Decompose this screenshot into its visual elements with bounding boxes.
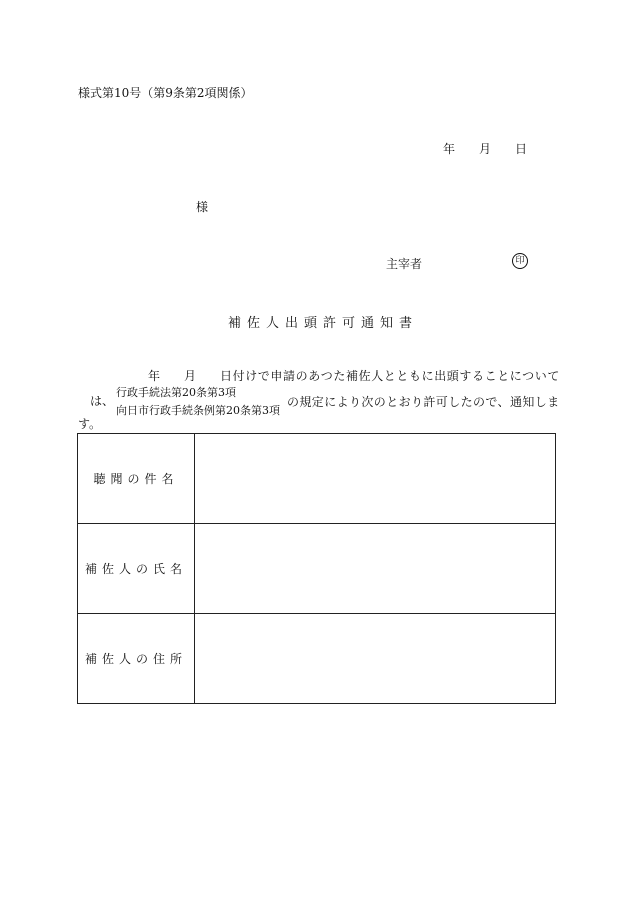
assistant-address-label: 補佐人の住所 xyxy=(78,614,195,704)
body-ha: は、 xyxy=(90,394,115,408)
table-row xyxy=(78,614,556,704)
info-table xyxy=(77,433,556,704)
assistant-address-field xyxy=(195,614,556,704)
addressee-suffix: 様 xyxy=(196,200,209,214)
law-option-1: 行政手続法第20条第3項 xyxy=(116,386,236,399)
body-year: 年 xyxy=(148,369,161,383)
date-day: 日 xyxy=(515,142,528,156)
assistant-name-field xyxy=(195,524,556,614)
law-option-2: 向日市行政手続条例第20条第3項 xyxy=(116,404,280,417)
date-year: 年 xyxy=(443,142,456,156)
document-title: 補佐人出頭許可通知書 xyxy=(228,316,419,331)
body-line-1-text: 日付けで申請のあつた補佐人とともに出頭することについて xyxy=(220,369,560,383)
body-line-2: の規定により次のとおり許可したので、通知しま xyxy=(287,395,560,409)
date-month: 月 xyxy=(479,142,492,156)
form-number: 様式第10号（第9条第2項関係） xyxy=(78,86,253,100)
hearing-subject-field xyxy=(195,434,556,524)
organizer-label: 主宰者 xyxy=(386,257,423,271)
table-row xyxy=(78,434,556,524)
hearing-subject-label: 聴聞の件名 xyxy=(78,434,195,524)
body-line-3: す。 xyxy=(78,417,102,431)
assistant-name-label: 補佐人の氏名 xyxy=(78,524,195,614)
seal-mark: 印 xyxy=(512,253,528,269)
body-line-1 xyxy=(148,367,560,384)
table-row xyxy=(78,524,556,614)
date-line xyxy=(443,140,527,157)
body-month: 月 xyxy=(184,369,197,383)
